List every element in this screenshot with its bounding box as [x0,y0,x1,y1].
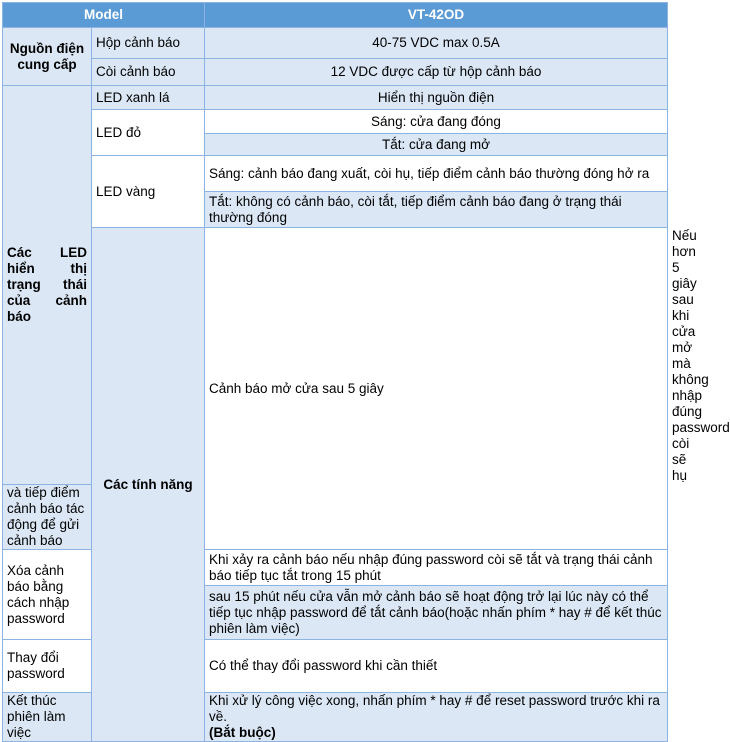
feat-clear-label: Xóa cảnh báo bằng cách nhập password [3,550,92,640]
group-led: Các LED hiển thị trạng thái của cảnh báo [3,86,92,485]
led-green-label: LED xanh lá [92,86,205,110]
led-yellow-on: Sáng: cảnh báo đang xuất, còi hụ, tiếp điểm cảnh báo thường đóng hở ra [205,156,668,192]
power-label-siren: Còi cảnh báo [92,59,205,86]
feat-end-session-value [205,693,668,742]
power-row-2 [3,59,668,86]
power-label-box: Hộp cảnh báo [92,28,205,59]
led-red-label: LED đỏ [92,110,205,156]
feat-clear-value-2: sau 15 phút nếu cửa vẫn mở cảnh báo sẽ hoạt động trở lại lúc này có thể tiếp tục nhập password để tắt cảnh báo(hoặc nhấn phím * hay # để kết thúc phiên làm việc) [205,586,668,640]
led-red-off: Tắt: cửa đang mở [205,134,668,156]
group-features: Các tính năng [92,228,205,742]
led-yellow-off: Tắt: không có cảnh báo, còi tắt, tiếp điểm cảnh báo đang ở trạng thái thường đóng [205,192,668,228]
led-green-value: Hiển thị nguồn điện [205,86,668,110]
power-value-box: 40-75 VDC max 0.5A [205,28,668,59]
header-model: Model [3,3,205,28]
feat-clear-value-1: Khi xảy ra cảnh báo nếu nhập đúng password còi sẽ tắt và trạng thái cảnh báo tiếp tục tắt trong 15 phút [205,550,668,586]
end-session-text: Khi xử lý công việc xong, nhấn phím * hay # để reset password trước khi ra về. [209,693,660,724]
feat-door-value-2: và tiếp điểm cảnh báo tác động để gửi cảnh báo [3,485,92,550]
led-row-red-1 [3,110,668,134]
led-red-on: Sáng: cửa đang đóng [205,110,668,134]
feat-door-label: Cảnh báo mở cửa sau 5 giây [205,228,668,550]
end-session-note: (Bắt buộc) [209,725,276,740]
led-yellow-label: LED vàng [92,156,205,228]
power-row-1 [3,28,668,59]
feat-change-pw-label: Thay đổi password [3,640,92,693]
led-row-yellow-1 [3,156,668,192]
header-model-value: VT-42OD [205,3,668,28]
header-row [3,3,668,28]
feat-row-door-1: Các tính năng Cảnh báo mở cửa sau 5 giây Nếu hơn 5 giây sau khi cửa mở mà không nhập đúng password còi sẽ hụ [3,228,668,485]
led-row-green [3,86,668,110]
spec-table [2,2,730,742]
feat-change-pw-value: Có thể thay đổi password khi cần thiết [205,640,668,693]
feat-end-session-label: Kết thúc phiên làm việc [3,693,92,742]
power-value-siren: 12 VDC được cấp từ hộp cảnh báo [205,59,668,86]
group-power: Nguồn điện cung cấp [3,28,92,86]
